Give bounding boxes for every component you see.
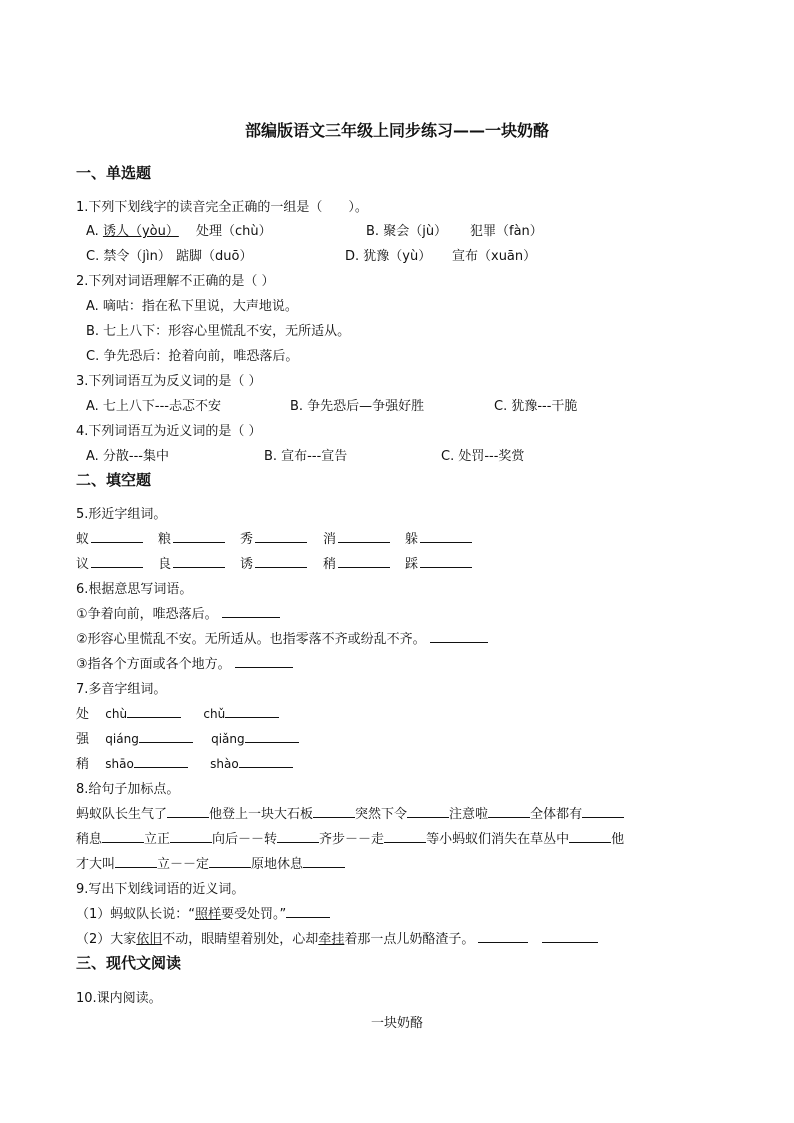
- page-title: 部编版语文三年级上同步练习——一块奶酪: [244, 121, 549, 140]
- q1-option-c-word2: 踮脚（duō）: [176, 249, 253, 264]
- q7-stem: 7.多音字组词。: [76, 682, 167, 697]
- answer-blank[interactable]: [582, 805, 624, 818]
- answer-blank[interactable]: [91, 530, 143, 543]
- answer-blank[interactable]: [239, 755, 293, 768]
- q6-stem: 6.根据意思写词语。: [76, 582, 193, 597]
- q4-option-c: C. 处罚---奖赏: [441, 449, 525, 464]
- q5-cell: 议: [76, 553, 143, 572]
- q1-option-d: D. 犹豫（yù）: [345, 249, 432, 264]
- q9-item-1: （1）蚂蚁队长说：“照样要受处罚。”: [76, 903, 330, 922]
- answer-blank[interactable]: [255, 555, 307, 568]
- answer-blank[interactable]: [173, 555, 225, 568]
- q7-row: 稍 shāo shào: [76, 753, 293, 772]
- answer-blank[interactable]: [338, 555, 390, 568]
- q6-item-3: ③指各个方面或各个地方。: [76, 653, 293, 672]
- section-heading-fill-blank: 二、填空题: [76, 471, 152, 489]
- answer-blank[interactable]: [420, 555, 472, 568]
- q5-cell: 良: [158, 553, 225, 572]
- q4-stem: 4.下列词语互为近义词的是（ ）: [76, 424, 262, 439]
- answer-blank[interactable]: [313, 805, 355, 818]
- answer-blank[interactable]: [102, 830, 144, 843]
- answer-blank[interactable]: [277, 830, 319, 843]
- q3-stem: 3.下列词语互为反义词的是（ ）: [76, 374, 262, 389]
- q5-cell: 诱: [240, 553, 307, 572]
- q5-stem: 5.形近字组词。: [76, 507, 167, 522]
- q5-cell: 消: [323, 528, 390, 547]
- answer-blank[interactable]: [209, 855, 251, 868]
- q2-option-b: B. 七上八下：形容心里慌乱不安，无所适从。: [86, 324, 351, 339]
- q5-cell: 稍: [323, 553, 390, 572]
- q6-item-1: ①争着向前，唯恐落后。: [76, 603, 280, 622]
- q5-cell: 蚁: [76, 528, 143, 547]
- q5-cell: 躲: [405, 528, 472, 547]
- answer-blank[interactable]: [478, 930, 528, 943]
- q5-cell: 踩: [405, 553, 472, 572]
- answer-blank[interactable]: [255, 530, 307, 543]
- answer-blank[interactable]: [407, 805, 449, 818]
- answer-blank[interactable]: [170, 830, 212, 843]
- answer-blank[interactable]: [542, 930, 598, 943]
- answer-blank[interactable]: [222, 605, 280, 618]
- q2-stem: 2.下列对词语理解不正确的是（ ）: [76, 274, 275, 289]
- answer-blank[interactable]: [488, 805, 530, 818]
- q1-option-b: B. 聚会（jù）: [366, 224, 448, 239]
- q2-option-a: A. 嘀咕：指在私下里说，大声地说。: [86, 299, 298, 314]
- q8-sentence-line-1: 蚂蚁队长生气了 他登上一块大石板 突然下令 注意啦 全体都有: [76, 803, 624, 822]
- q3-option-b: B. 争先恐后—争强好胜: [290, 399, 425, 414]
- answer-blank[interactable]: [134, 755, 188, 768]
- q7-row: 处 chù chǔ: [76, 703, 279, 722]
- answer-blank[interactable]: [225, 705, 279, 718]
- q1-option-c: C. 禁令（jìn）: [86, 249, 171, 264]
- answer-blank[interactable]: [286, 905, 330, 918]
- q5-cell: 秀: [240, 528, 307, 547]
- answer-blank[interactable]: [420, 530, 472, 543]
- q2-option-c: C. 争先恐后：抢着向前，唯恐落后。: [86, 349, 299, 364]
- q1-stem: 1.下列下划线字的读音完全正确的一组是（ ）。: [76, 200, 368, 215]
- q6-item-2: ②形容心里慌乱不安。无所适从。也指零落不齐或纷乱不齐。: [76, 628, 488, 647]
- q9-stem: 9.写出下划线词语的近义词。: [76, 882, 245, 897]
- answer-blank[interactable]: [167, 805, 209, 818]
- section-heading-single-choice: 一、单选题: [76, 164, 152, 182]
- answer-blank[interactable]: [338, 530, 390, 543]
- q4-option-b: B. 宣布---宣告: [264, 449, 348, 464]
- q5-cell: 粮: [158, 528, 225, 547]
- q10-stem: 10.课内阅读。: [76, 991, 162, 1006]
- answer-blank[interactable]: [173, 530, 225, 543]
- q9-item-2: （2）大家依旧不动，眼睛望着别处，心却牵挂着那一点儿奶酪渣子。: [76, 928, 598, 947]
- q7-row: 强 qiáng qiǎng: [76, 728, 299, 747]
- answer-blank[interactable]: [235, 655, 293, 668]
- q8-sentence-line-3: 才大叫 立－－定 原地休息: [76, 853, 345, 872]
- q3-option-a: A. 七上八下---忐忑不安: [86, 399, 222, 414]
- q4-option-a: A. 分散---集中: [86, 449, 170, 464]
- passage-title: 一块奶酪: [370, 1016, 423, 1031]
- answer-blank[interactable]: [569, 830, 611, 843]
- q1-option-b-word2: 犯罪（fàn）: [470, 224, 543, 239]
- answer-blank[interactable]: [91, 555, 143, 568]
- q8-stem: 8.给句子加标点。: [76, 782, 180, 797]
- section-heading-reading: 三、现代文阅读: [76, 954, 182, 972]
- answer-blank[interactable]: [245, 730, 299, 743]
- answer-blank[interactable]: [139, 730, 193, 743]
- q3-option-c: C. 犹豫---干脆: [494, 399, 578, 414]
- answer-blank[interactable]: [384, 830, 426, 843]
- answer-blank[interactable]: [115, 855, 157, 868]
- answer-blank[interactable]: [127, 705, 181, 718]
- q1-option-a-word2: 处理（chù）: [196, 224, 272, 239]
- answer-blank[interactable]: [430, 630, 488, 643]
- q1-option-a: A. 诱人（yòu）: [86, 224, 179, 239]
- q8-sentence-line-2: 稍息 立正 向后－－转 齐步－－走 等小蚂蚁们消失在草丛中 他: [76, 832, 625, 847]
- q1-option-d-word2: 宣布（xuān）: [452, 249, 537, 264]
- answer-blank[interactable]: [303, 855, 345, 868]
